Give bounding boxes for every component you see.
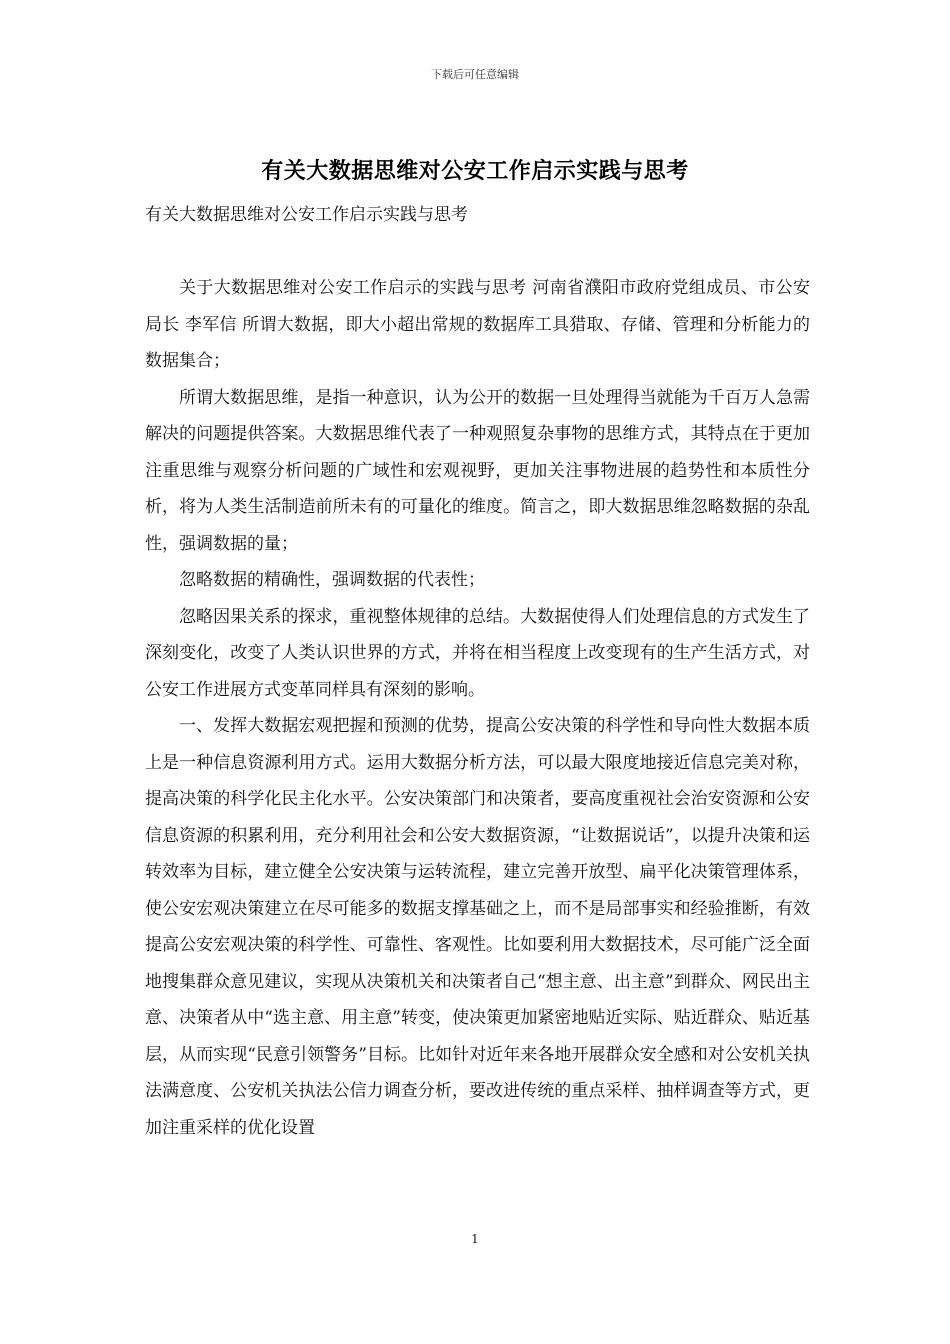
document-title: 有关大数据思维对公安工作启示实践与思考	[261, 159, 689, 184]
body-paragraph: 所谓大数据思维，是指一种意识，认为公开的数据一旦处理得当就能为千百万人急需解决的问题提供答案。大数据思维代表了一种观照复杂事物的思维方式，其特点在于更加注重思维与观察分析问题的广域性和宏观视野，更加关注事物进展的趋势性和本质性分析，将为人类生活制造前所未有的可量化的维度。简言之，即大数据思维忽略数据的杂乱性，强调数据的量；	[145, 387, 810, 554]
page-number: 1	[471, 1232, 479, 1246]
body-paragraph: 一、发挥大数据宏观把握和预测的优势，提高公安决策的科学性和导向性大数据本质上是一种信息资源利用方式。运用大数据分析方法，可以最大限度地接近信息完美对称，提高决策的科学化民主化水平。公安决策部门和决策者，要高度重视社会治安资源和公安信息资源的积累利用，充分利用社会和公安大数据资源，“让数据说话”，以提升决策和运转效率为目标，建立健全公安决策与运转流程，建立完善开放型、扁平化决策管理体系，使公安宏观决策建立在尽可能多的数据支撑基础之上，而不是局部事实和经验推断，有效提高公安宏观决策的科学性、可靠性、客观性。比如要利用大数据技术，尽可能广泛全面地搜集群众意见建议，实现从决策机关和决策者自己“想主意、出主意”到群众、网民出主意、决策者从中“选主意、用主意”转变，使决策更加紧密地贴近实际、贴近群众、贴近基层，从而实现“民意引领警务”目标。比如针对近年来各地开展群众安全感和对公安机关执法满意度、公安机关执法公信力调查分析，要改进传统的重点采样、抽样调查等方式，更加注重采样的优化设置	[145, 716, 810, 1138]
body-paragraph: 忽略数据的精确性，强调数据的代表性；	[179, 570, 485, 590]
body-paragraph: 忽略因果关系的探求，重视整体规律的总结。大数据使得人们处理信息的方式发生了深刻变化，改变了人类认识世界的方式，并将在相当程度上改变现有的生产生活方式，对公安工作进展方式变革同样具有深刻的影响。	[145, 606, 810, 700]
page-header-note: 下载后可任意编辑	[431, 68, 519, 81]
document-body	[145, 270, 810, 1146]
document-subtitle: 有关大数据思维对公安工作启示实践与思考	[145, 205, 468, 225]
body-paragraph: 关于大数据思维对公安工作启示的实践与思考 河南省濮阳市政府党组成员、市公安局长 李军信 所谓大数据，即大小超出常规的数据库工具猎取、存储、管理和分析能力的数据集合；	[145, 278, 810, 371]
